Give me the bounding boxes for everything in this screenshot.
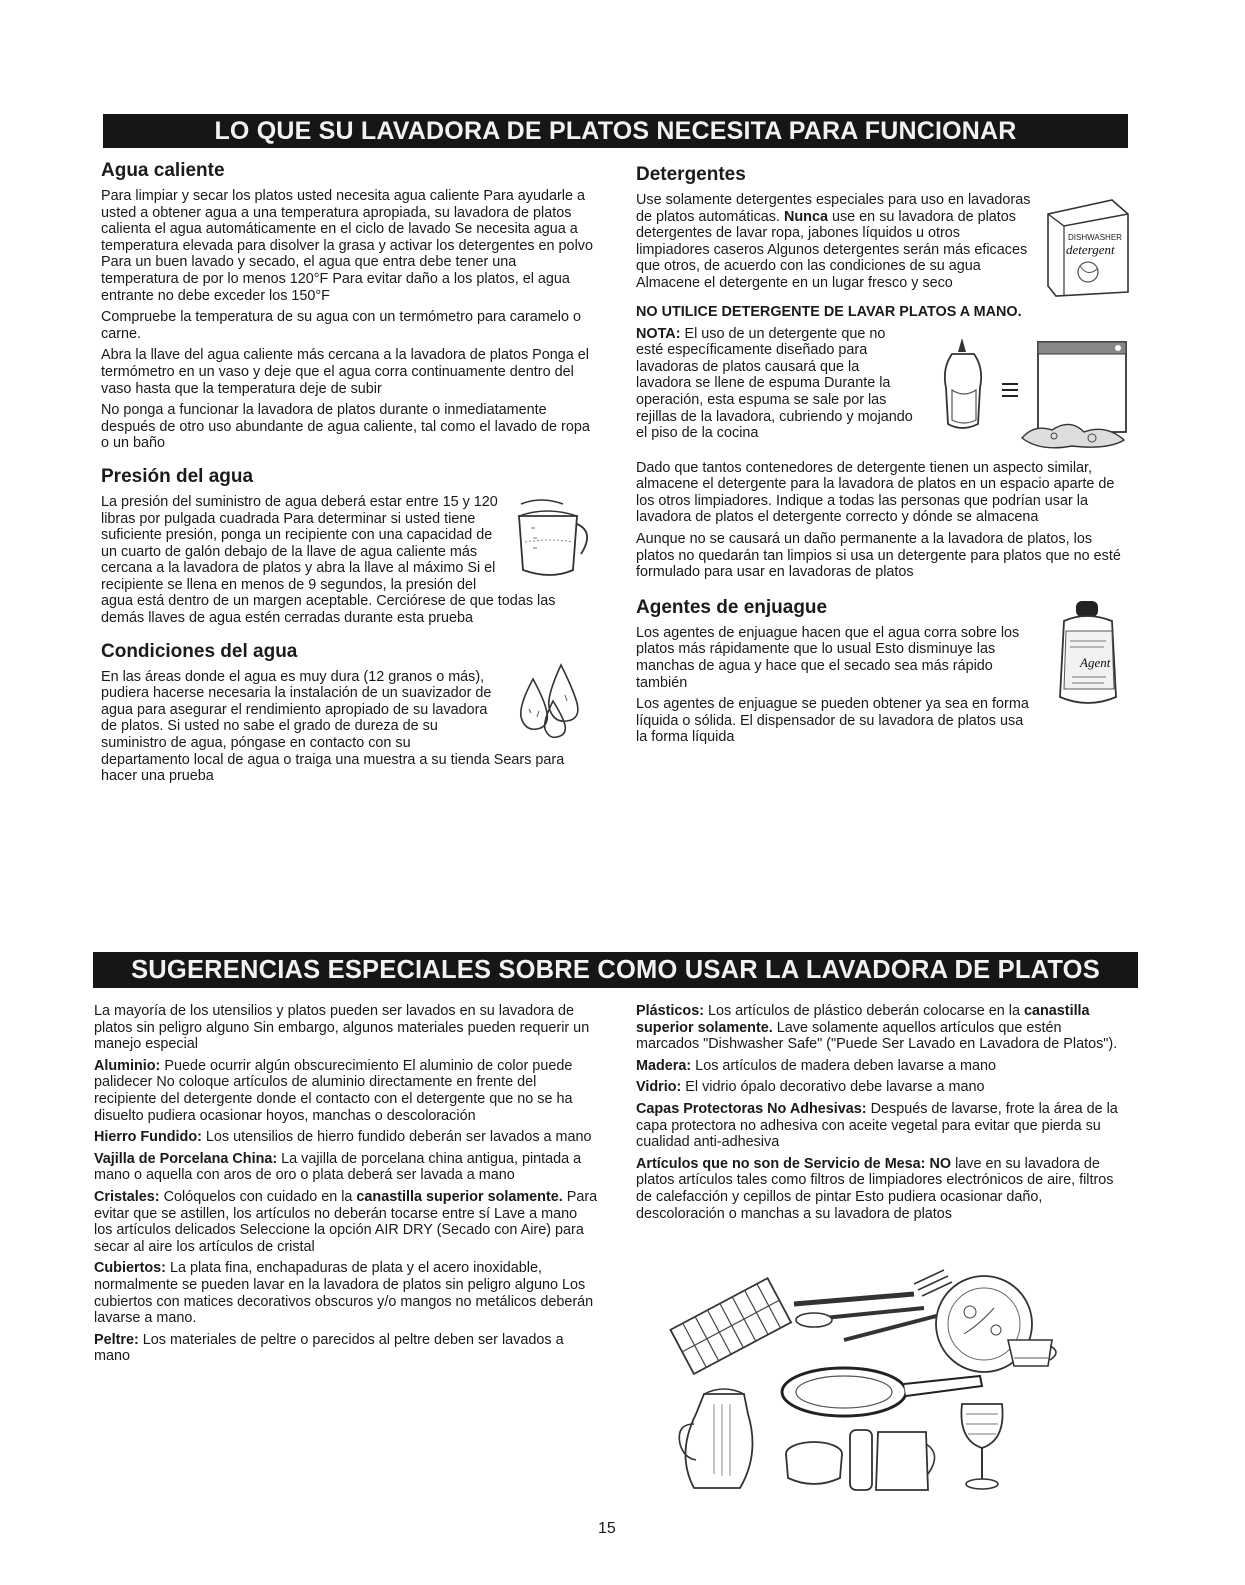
section-banner-tips: SUGERENCIAS ESPECIALES SOBRE COMO USAR LA LAVADORA DE PLATOS <box>93 952 1138 988</box>
text-fragment: El vidrio ópalo decorativo debe lavarse a mano <box>681 1079 985 1096</box>
text-fragment: Lave solamente aquellos artículos que estén marcados "Dishwasher Safe" ("Puede Ser Lavado en Lavadora de Platos"). <box>636 1019 1118 1053</box>
detergent-box-label-1: DISHWASHER <box>1068 233 1122 242</box>
paragraph-vidrio <box>636 1079 1124 1096</box>
label-hierro: Hierro Fundido: <box>94 1129 202 1146</box>
label-porcelana: Vajilla de Porcelana China: <box>94 1150 278 1167</box>
frying-pan-icon <box>782 1368 982 1416</box>
goblet-icon <box>961 1404 1002 1489</box>
emphasis-canastilla: canastilla superior solamente. <box>356 1188 563 1205</box>
emphasis-no: NO <box>925 1155 952 1172</box>
warning-text: NO UTILICE DETERGENTE DE LAVAR PLATOS A MANO. <box>636 304 1022 320</box>
ice-tray-icon <box>670 1278 791 1374</box>
label-plasticos: Plásticos: <box>636 1003 704 1019</box>
measuring-cup-icon <box>511 498 597 580</box>
kitchen-items-illustration <box>664 1264 1064 1504</box>
label-peltre: Peltre: <box>94 1331 139 1348</box>
paragraph: Abra la llave del agua caliente más cercana a la lavadora de platos Ponga el termómetro en un vaso y deje que el agua corra continuamente dentro del vaso hasta que la temperatura deje de subir <box>101 347 589 397</box>
rinse-bottle-label: Agent <box>1080 654 1111 670</box>
text-fragment: Después de lavarse, frote la área de la capa protectora no adhesiva con aceite vegetal para evitar que pierda su cualidad anti-adhesiva <box>636 1100 1118 1151</box>
utensils-icon <box>794 1270 952 1340</box>
emphasis-nunca: Nunca <box>784 208 828 225</box>
paragraph-plasticos <box>636 1003 1124 1053</box>
emphasis-canastilla: canastilla superior solamente. <box>636 1003 1090 1036</box>
text-fragment: Colóquelos con cuidado en la <box>159 1188 357 1205</box>
paragraph-hierro <box>94 1129 599 1146</box>
label-capas: Capas Protectoras No Adhesivas: <box>636 1100 867 1117</box>
text-fragment: Para evitar que se astillen, los artículos no deberán tocarse entre sí Lave a mano los artículos delicados Seleccione la opción AIR DRY (Secado con Aire) para secar al aire los artículos de cristal <box>94 1188 598 1255</box>
rinse-agent-bottle-icon <box>1046 597 1132 713</box>
water-drops-icon <box>505 661 597 741</box>
text-fragment: Los artículos de plástico deberán colocarse en la <box>703 1003 1024 1019</box>
detergent-box-label-2: detergent <box>1066 242 1115 257</box>
heading-agua-caliente: Agua caliente <box>101 160 225 181</box>
paragraph: No ponga a funcionar la lavadora de platos durante o inmediatamente después de otro uso abundante de agua caliente, tal como el lavado de ropa o un baño <box>101 402 590 452</box>
paragraph-porcelana <box>94 1151 599 1184</box>
text-fragment: La vajilla de porcelana china antigua, pintada a mano o aquella con aros de oro o plata deberá ser lavada a mano <box>94 1150 582 1184</box>
dish-soap-foam-icon <box>922 328 1132 456</box>
paragraph-capas <box>636 1101 1124 1151</box>
paragraph: La mayoría de los utensilios y platos pueden ser lavados en su lavadora de platos sin peligro alguno Sin embargo, algunos materiales pueden requerir un manejo especial <box>94 1003 590 1053</box>
detergent-box-icon <box>1042 196 1132 300</box>
text-fragment: use en su lavadora de platos detergentes de lavar ropa, jabones líquidos u otros limpiadores caseros Algunos detergentes serán más eficaces que otros, de acuerdo con las condiciones de su agua Almacene el detergente en un lugar fresco y seco <box>636 208 1028 291</box>
cup-icon <box>1008 1340 1056 1366</box>
text-fragment: Use solamente detergentes especiales para uso en lavadoras de platos automáticas. <box>636 192 1031 225</box>
text-fragment: La plata fina, enchapaduras de plata y el acero inoxidable, normalmente se pueden lavar en la lavadora de platos sin peligro alguno Los cubiertos con matices decorativos obscuros y/o mangos no metálicos deberán lavarse a mano. <box>94 1260 594 1327</box>
text-fragment: lave en su lavadora de platos artículos tales como filtros de limpiadores electrónicos de aire, filtros de calefacción y cepillos de pintar Esto pudiera ocasionar daño, descoloración o manchas a su lavadora de platos <box>636 1155 1114 1222</box>
heading-detergentes: Detergentes <box>636 164 746 185</box>
label-aluminio: Aluminio: <box>94 1057 161 1074</box>
left-column-tips <box>94 1003 599 1370</box>
paragraph: Dado que tantos contenedores de detergente tienen un aspecto similar, almacene el detergente para la lavadora de platos en un espacio aparte de los otros limpiadores. Indique a todas las personas que podrían usar la lavadora de platos el detergente correcto y dónde se almacena <box>636 459 1115 526</box>
coffee-pot-icon <box>679 1389 752 1488</box>
label-vidrio: Vidrio: <box>636 1079 682 1096</box>
paragraph: Los agentes de enjuague hacen que el agua corra sobre los platos más rápidamente que lo usual Esto disminuye las manchas de agua y hace que el secado sea más rápido también <box>636 624 1020 691</box>
label-cubiertos: Cubiertos: <box>94 1260 166 1277</box>
text-fragment: Puede ocurrir algún obscurecimiento El aluminio de color puede palidecer No coloque artículos de aluminio directamente en frente del recipiente del detergente donde el contacto con el detergente que no se ha disuelto pudiera ocasionar hoyos, manchas o descoloración <box>94 1057 573 1124</box>
text-fragment: El uso de un detergente que no esté específicamente diseñado para lavadoras de platos causará que la lavadora se llene de espuma Durante la operación, esta espuma se sale por las rejillas de la lavadora, cubriendo y mojando el piso de la cocina <box>636 325 913 442</box>
paragraph-cristales <box>94 1189 599 1255</box>
section-banner-requirements: LO QUE SU LAVADORA DE PLATOS NECESITA PARA FUNCIONAR <box>103 114 1128 148</box>
right-column-requirements <box>636 164 1132 751</box>
paragraph-cubiertos <box>94 1260 599 1326</box>
paragraph: La presión del suministro de agua deberá estar entre 15 y 120 libras por pulgada cuadrada Para determinar si usted tiene suficiente presión, ponga un recipiente con una capacidad de un cuarto de galón debajo de la llave de agua caliente más cercana a la lavadora de platos y abra la llave al máximo Si el recipiente se llena en menos de 9 segundos, la presión del agua está dentro de un margen aceptable. Cerciórese de que todas las demás llaves de agua estén cerradas durante esta prueba <box>101 493 556 627</box>
heading-enjuague: Agentes de enjuague <box>636 596 828 618</box>
label-cristales: Cristales: <box>94 1188 160 1205</box>
paragraph: Para limpiar y secar los platos usted necesita agua caliente Para ayudarle a usted a obtener agua a una temperatura apropiada, su lavadora de platos calienta el agua automáticamente en el ciclo de lavado Se necesita agua a temperatura elevada para disolver la grasa y activar los detergentes en polvo Para un buen lavado y secado, el agua que entra debe tener una temperatura de por lo menos 120°F Para evitar daño a los platos, el agua entrante no debe exceder los 150°F <box>101 188 593 304</box>
heading-condiciones: Condiciones del agua <box>101 640 298 662</box>
paragraph-aluminio <box>94 1058 599 1124</box>
paragraph: Aunque no se causará un daño permanente a la lavadora de platos, los platos no quedarán tan limpios si usa un detergente para platos que no esté formulado para usar en lavadoras de platos <box>636 530 1121 581</box>
right-column-tips <box>636 1003 1124 1227</box>
nota-label: NOTA: <box>636 325 681 342</box>
paragraph: En las áreas donde el agua es muy dura (12 granos o más), pudiera hacerse necesaria la instalación de un suavizador de agua para asegurar el rendimiento apropiado de su lavadora de platos. Si usted no sabe el grado de dureza de su suministro de agua, póngase en contacto con su departamento local de agua o traiga una muestra a su tienda Sears para hacer una prueba <box>101 668 565 785</box>
label-articulos: Artículos que no son de Servicio de Mesa: <box>636 1155 926 1172</box>
text-fragment: Los artículos de madera deben lavarse a mano <box>691 1057 996 1074</box>
heading-presion: Presión del agua <box>101 465 254 487</box>
paragraph-peltre <box>94 1332 599 1365</box>
paragraph-madera <box>636 1058 1124 1075</box>
containers-icon <box>786 1430 935 1490</box>
left-column-requirements <box>101 160 597 790</box>
text-fragment: Los utensilios de hierro fundido deberán ser lavados a mano <box>201 1129 592 1146</box>
label-madera: Madera: <box>636 1057 692 1074</box>
paragraph: Compruebe la temperatura de su agua con un termómetro para caramelo o carne. <box>101 309 581 342</box>
paragraph-articulos <box>636 1156 1124 1222</box>
text-fragment: Los materiales de peltre o parecidos al peltre deben ser lavados a mano <box>94 1331 564 1365</box>
page-number: 15 <box>598 1520 616 1537</box>
paragraph: Los agentes de enjuague se pueden obtener ya sea en forma líquida o sólida. El dispensador de su lavadora de platos usa la forma líquida <box>636 696 1029 746</box>
